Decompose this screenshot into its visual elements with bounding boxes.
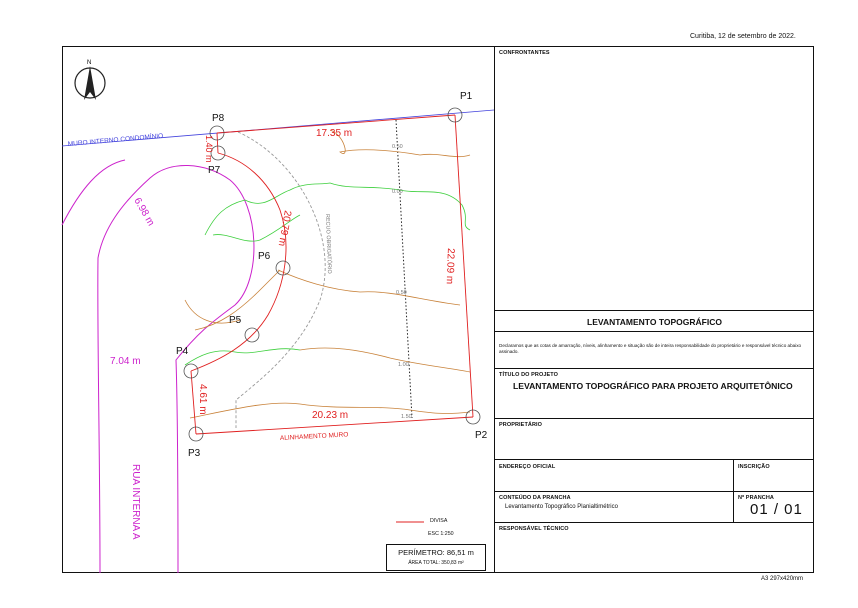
dim-p8-p7: 1.40 m	[204, 135, 214, 163]
project-title-label: TÍTULO DO PROJETO	[499, 372, 559, 378]
sheet-content: Levantamento Topográfico Planialtimétrico	[505, 504, 618, 510]
north-arrow-icon	[75, 60, 105, 100]
point-label-p7: P7	[208, 165, 221, 176]
paper-size: A3 297x420mm	[761, 576, 804, 582]
main-title: LEVANTAMENTO TOPOGRÁFICO	[587, 317, 722, 327]
point-label-p6: P6	[258, 251, 271, 262]
date-header: Curitiba, 12 de setembro de 2022.	[690, 33, 796, 40]
point-label-p2: P2	[475, 430, 488, 441]
point-label-p4: P4	[176, 346, 189, 357]
condo-wall-label: MURO INTERNO CONDOMÍNIO	[67, 132, 164, 148]
street-name: RUA INTERNA A	[130, 464, 141, 540]
area-text: ÁREA TOTAL: 350,83 m²	[408, 560, 464, 566]
dim-p8-p1: 17.35 m	[316, 128, 353, 139]
contour-line	[300, 348, 470, 372]
street-edge-inner	[98, 165, 254, 573]
dim-p3-p4: 4.61 m	[197, 384, 208, 415]
confrontantes-label: CONFRONTANTES	[499, 50, 550, 56]
dim-p2-p3: 20.23 m	[312, 410, 349, 421]
contour-label: 1.50	[401, 414, 412, 420]
north-label: N	[87, 60, 92, 66]
dim-p1-p2: 22.09 m	[443, 247, 456, 285]
dim-street-curve: 6.98 m	[131, 196, 157, 228]
contour-label: 0.50	[396, 290, 407, 296]
point-marker	[276, 261, 290, 275]
point-label-p8: P8	[212, 113, 225, 124]
registration-label: INSCRIÇÃO	[738, 464, 770, 470]
contour-label: 1.00	[398, 362, 409, 368]
perimeter-box	[386, 544, 486, 571]
point-label-p1: P1	[460, 91, 473, 102]
title-block	[494, 46, 814, 573]
divisa-label: DIVISA	[430, 518, 448, 524]
dim-street-width: 7.04 m	[110, 356, 141, 367]
contour-line	[185, 349, 300, 365]
contour-line	[278, 270, 460, 305]
point-label-p3: P3	[188, 448, 201, 459]
lot-boundary	[191, 115, 473, 434]
scale-label: ESC 1:250	[428, 531, 454, 537]
street-edge-outer	[62, 160, 125, 225]
perimeter-text: PERÍMETRO: 86,51 m	[398, 548, 474, 557]
dotted-ref-line	[396, 120, 412, 418]
sheet-number: 01 / 01	[750, 501, 803, 518]
owner-label: PROPRIETÁRIO	[499, 422, 543, 428]
sheet-number-label: Nº PRANCHA	[738, 495, 775, 501]
setback-label: RECUO OBRIGATÓRIO	[324, 213, 333, 274]
contour-line	[205, 183, 470, 235]
contour-label: 0.50	[392, 144, 403, 150]
technician-label: RESPONSÁVEL TÉCNICO	[499, 526, 569, 532]
sheet-content-label: CONTEÚDO DA PRANCHA	[499, 495, 571, 501]
address-label: ENDEREÇO OFICIAL	[499, 464, 556, 470]
declaration-text: Declaramos que as cotas de amarração, níveis, alinhamento e situação são de inteira responsabilidade do proprietário e responsável técnico abaixo assinado.	[499, 343, 802, 355]
wall-alignment-label: ALINHAMENTO MURO	[279, 431, 349, 442]
contour-label: 0.00	[392, 189, 403, 195]
project-title: LEVANTAMENTO TOPOGRÁFICO PARA PROJETO ARQUITETÔNICO	[513, 381, 793, 391]
dim-arc: 20.79 m	[275, 209, 293, 247]
point-label-p5: P5	[229, 315, 242, 326]
